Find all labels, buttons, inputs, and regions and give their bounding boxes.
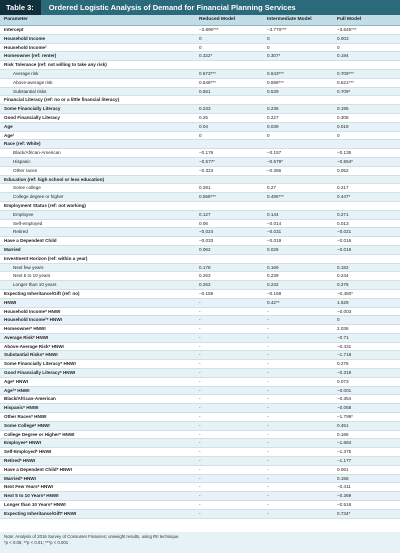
cell-intermediate-model: - xyxy=(263,457,333,466)
column-header-reduced: Reduced Model xyxy=(195,15,263,26)
header-row xyxy=(0,15,400,26)
cell-intermediate-model: - xyxy=(263,369,333,378)
cell-intermediate-model xyxy=(263,96,333,105)
cell-intermediate-model: - xyxy=(263,351,333,360)
cell-full-model: −0.518 xyxy=(333,501,400,510)
cell-reduced-model: - xyxy=(195,333,263,342)
table-row xyxy=(0,201,400,210)
cell-reduced-model: 0.25 xyxy=(195,113,263,122)
cell-full-model: 0.308 xyxy=(333,113,400,122)
cell-full-model: −1.684 xyxy=(333,439,400,448)
cell-intermediate-model xyxy=(263,254,333,263)
table-row xyxy=(0,483,400,492)
table-footnote xyxy=(0,532,400,553)
cell-reduced-model: - xyxy=(195,501,263,510)
table-row xyxy=(0,281,400,290)
row-parameter: Risk Tolerance (ref: not willing to take any risk) xyxy=(0,61,195,70)
cell-intermediate-model: - xyxy=(263,474,333,483)
cell-intermediate-model xyxy=(263,201,333,210)
table-row xyxy=(0,184,400,193)
table-row xyxy=(0,166,400,175)
row-parameter: Expecting Inheritance/Gift* HNWI xyxy=(0,509,195,518)
row-parameter: College degree or higher xyxy=(0,193,195,202)
row-parameter: Next 5 to 10 Years* HNWI xyxy=(0,492,195,501)
table-row xyxy=(0,501,400,510)
table-row xyxy=(0,289,400,298)
cell-intermediate-model: 0.039 xyxy=(263,122,333,131)
cell-full-model: 0.018 xyxy=(333,122,400,131)
cell-intermediate-model: - xyxy=(263,492,333,501)
cell-intermediate-model: 0 xyxy=(263,131,333,140)
table-row xyxy=(0,413,400,422)
table-row xyxy=(0,439,400,448)
cell-intermediate-model xyxy=(263,140,333,149)
column-header-intermediate: Intermediate Model xyxy=(263,15,333,26)
row-parameter: Black/African-American xyxy=(0,395,195,404)
cell-reduced-model: - xyxy=(195,439,263,448)
cell-reduced-model: −0.323 xyxy=(195,166,263,175)
cell-full-model: 0.052 xyxy=(333,166,400,175)
table-row xyxy=(0,509,400,518)
row-parameter: Some Financially Literacy* HNWI xyxy=(0,360,195,369)
cell-reduced-model: - xyxy=(195,377,263,386)
cell-full-model: 0.244 xyxy=(333,272,400,281)
row-parameter: Have a Dependent Child* HNWI xyxy=(0,465,195,474)
cell-intermediate-model: 0.144 xyxy=(263,210,333,219)
row-parameter: Household Income* HNWI xyxy=(0,307,195,316)
cell-reduced-model: 0.673*** xyxy=(195,69,263,78)
cell-intermediate-model: 0.236 xyxy=(263,105,333,114)
cell-full-model: −1.799* xyxy=(333,413,400,422)
footnote-note: Note: Analysis of 2016 Survey of Consumer Finances; unweight results, using RII technique. xyxy=(4,534,180,539)
cell-full-model: 0.158 xyxy=(333,474,400,483)
cell-reduced-model: - xyxy=(195,483,263,492)
cell-reduced-model: −0.033 xyxy=(195,237,263,246)
cell-reduced-model: −3.890*** xyxy=(195,26,263,35)
row-parameter: Age²* HNWI xyxy=(0,386,195,395)
table-row xyxy=(0,228,400,237)
cell-intermediate-model: 0 xyxy=(263,34,333,43)
cell-full-model: 0.073 xyxy=(333,377,400,386)
row-parameter: Age* HNWI xyxy=(0,377,195,386)
row-parameter: Retired* HNWI xyxy=(0,457,195,466)
cell-intermediate-model xyxy=(263,175,333,184)
cell-reduced-model: - xyxy=(195,360,263,369)
row-parameter: Married xyxy=(0,245,195,254)
table-row xyxy=(0,210,400,219)
table-row xyxy=(0,351,400,360)
cell-reduced-model: 0.178 xyxy=(195,263,263,272)
cell-intermediate-model: 0.232 xyxy=(263,281,333,290)
cell-full-model: −0.319 xyxy=(333,369,400,378)
cell-full-model: 0.451 xyxy=(333,421,400,430)
table-row xyxy=(0,157,400,166)
cell-intermediate-model: - xyxy=(263,439,333,448)
table-row xyxy=(0,386,400,395)
table-row xyxy=(0,448,400,457)
table-row xyxy=(0,325,400,334)
cell-full-model: 0.003 xyxy=(333,34,400,43)
row-parameter: Employee* HNWI xyxy=(0,439,195,448)
table-row xyxy=(0,78,400,87)
cell-intermediate-model: 0.27 xyxy=(263,184,333,193)
table-row xyxy=(0,492,400,501)
cell-reduced-model: - xyxy=(195,325,263,334)
table-row xyxy=(0,175,400,184)
cell-intermediate-model: −0.157 xyxy=(263,149,333,158)
row-parameter: Age xyxy=(0,122,195,131)
row-parameter: Age² xyxy=(0,131,195,140)
row-parameter: Next few years xyxy=(0,263,195,272)
cell-reduced-model: 0.263 xyxy=(195,272,263,281)
row-parameter: Average Risk* HNWI xyxy=(0,333,195,342)
cell-full-model: −1.375 xyxy=(333,448,400,457)
table-row xyxy=(0,113,400,122)
row-parameter: Black/African-American xyxy=(0,149,195,158)
table-row xyxy=(0,465,400,474)
table-row xyxy=(0,131,400,140)
cell-full-model: −0.021 xyxy=(333,228,400,237)
cell-intermediate-model: - xyxy=(263,333,333,342)
cell-reduced-model: 0.04 xyxy=(195,122,263,131)
row-parameter: Substantial risks xyxy=(0,87,195,96)
row-parameter: Hispanic xyxy=(0,157,195,166)
cell-intermediate-model: 0.026 xyxy=(263,245,333,254)
cell-full-model xyxy=(333,96,400,105)
cell-full-model: −1.718 xyxy=(333,351,400,360)
cell-full-model: 0.271 xyxy=(333,210,400,219)
row-parameter: Race (ref: White) xyxy=(0,140,195,149)
row-parameter: Good Financially Literacy xyxy=(0,113,195,122)
column-header-parameter: Parameter xyxy=(0,15,195,26)
row-parameter: Have a Dependent Child xyxy=(0,237,195,246)
cell-reduced-model: - xyxy=(195,421,263,430)
cell-full-model: −0.71 xyxy=(333,333,400,342)
table-row xyxy=(0,96,400,105)
cell-intermediate-model: 0.169 xyxy=(263,263,333,272)
table-row xyxy=(0,149,400,158)
cell-intermediate-model: - xyxy=(263,413,333,422)
table-row xyxy=(0,474,400,483)
cell-reduced-model: 0.322* xyxy=(195,52,263,61)
table-row xyxy=(0,43,400,52)
row-parameter: Some college xyxy=(0,184,195,193)
cell-intermediate-model: - xyxy=(263,404,333,413)
cell-intermediate-model: −0.031 xyxy=(263,228,333,237)
row-parameter: Some College* HNWI xyxy=(0,421,195,430)
cell-intermediate-model: - xyxy=(263,430,333,439)
row-parameter: Household Income xyxy=(0,34,195,43)
table-row xyxy=(0,360,400,369)
cell-full-model: 0.013 xyxy=(333,219,400,228)
table-row xyxy=(0,316,400,325)
cell-full-model xyxy=(333,140,400,149)
cell-intermediate-model: −0.014 xyxy=(263,219,333,228)
table-row xyxy=(0,237,400,246)
cell-full-model: 0.195 xyxy=(333,105,400,114)
cell-full-model: 0.734* xyxy=(333,509,400,518)
row-parameter: Other Races* HNWI xyxy=(0,413,195,422)
cell-full-model: −0.369 xyxy=(333,492,400,501)
table-title: Ordered Logistic Analysis of Demand for Financial Planning Services xyxy=(48,3,296,12)
row-parameter: Investment Horizon (ref: within a year) xyxy=(0,254,195,263)
table-row xyxy=(0,430,400,439)
cell-intermediate-model: - xyxy=(263,465,333,474)
cell-reduced-model: - xyxy=(195,448,263,457)
cell-intermediate-model: −0.019 xyxy=(263,237,333,246)
cell-intermediate-model: −0.356 xyxy=(263,166,333,175)
cell-reduced-model: 0.062 xyxy=(195,245,263,254)
table-row xyxy=(0,61,400,70)
cell-full-model xyxy=(333,61,400,70)
cell-intermediate-model: - xyxy=(263,448,333,457)
cell-full-model: 0.186 xyxy=(333,430,400,439)
cell-reduced-model: 0.127 xyxy=(195,210,263,219)
row-parameter: HNWI xyxy=(0,298,195,307)
row-parameter: Substantial Risks* HNWI xyxy=(0,351,195,360)
table-row xyxy=(0,333,400,342)
table-row xyxy=(0,307,400,316)
cell-reduced-model: - xyxy=(195,342,263,351)
cell-reduced-model: 0.648*** xyxy=(195,78,263,87)
cell-full-model: −0.058 xyxy=(333,404,400,413)
cell-reduced-model: - xyxy=(195,298,263,307)
cell-intermediate-model: - xyxy=(263,421,333,430)
cell-full-model: 0.276 xyxy=(333,281,400,290)
row-parameter: Longer than 10 Years* HNWI xyxy=(0,501,195,510)
cell-intermediate-model: - xyxy=(263,316,333,325)
cell-intermediate-model: 0.598*** xyxy=(263,78,333,87)
cell-intermediate-model: 0.239 xyxy=(263,272,333,281)
cell-intermediate-model: 0.42** xyxy=(263,298,333,307)
row-parameter: Homeowner* HNWI xyxy=(0,325,195,334)
table-row xyxy=(0,395,400,404)
cell-reduced-model: - xyxy=(195,316,263,325)
table-row xyxy=(0,263,400,272)
cell-intermediate-model: - xyxy=(263,509,333,518)
row-parameter: Other races xyxy=(0,166,195,175)
cell-reduced-model: −0.176 xyxy=(195,149,263,158)
row-parameter: Employment Status (ref: not working) xyxy=(0,201,195,210)
cell-reduced-model: - xyxy=(195,369,263,378)
table-number-tab: Table 3: xyxy=(0,0,41,15)
row-parameter: Next 5 to 10 years xyxy=(0,272,195,281)
cell-full-model: 0.276 xyxy=(333,360,400,369)
cell-full-model: −0.135 xyxy=(333,149,400,158)
cell-reduced-model: 0.262 xyxy=(195,281,263,290)
cell-full-model: −0.019 xyxy=(333,245,400,254)
cell-intermediate-model: - xyxy=(263,386,333,395)
cell-reduced-model xyxy=(195,254,263,263)
table-row xyxy=(0,254,400,263)
cell-reduced-model xyxy=(195,96,263,105)
cell-intermediate-model: −0.168 xyxy=(263,289,333,298)
cell-full-model: 2.036 xyxy=(333,325,400,334)
cell-reduced-model: 0.233 xyxy=(195,105,263,114)
cell-intermediate-model: - xyxy=(263,483,333,492)
cell-reduced-model xyxy=(195,175,263,184)
table-row xyxy=(0,26,400,35)
cell-intermediate-model: −3.770*** xyxy=(263,26,333,35)
row-parameter: Self-Employed* HNWI xyxy=(0,448,195,457)
table-row xyxy=(0,245,400,254)
cell-reduced-model: - xyxy=(195,474,263,483)
cell-reduced-model: 0 xyxy=(195,43,263,52)
cell-full-model: −0.016 xyxy=(333,237,400,246)
table-title-bar xyxy=(0,0,400,15)
table-row xyxy=(0,122,400,131)
row-parameter: Retired xyxy=(0,228,195,237)
row-parameter: Married* HNWI xyxy=(0,474,195,483)
cell-reduced-model: - xyxy=(195,395,263,404)
cell-reduced-model: - xyxy=(195,492,263,501)
cell-reduced-model xyxy=(195,201,263,210)
cell-reduced-model: 0.561 xyxy=(195,87,263,96)
row-parameter: College Degree or Higher* HNWI xyxy=(0,430,195,439)
row-parameter: Education (ref: high school or less education) xyxy=(0,175,195,184)
table-row xyxy=(0,421,400,430)
row-parameter: Household Income² xyxy=(0,43,195,52)
cell-reduced-model: - xyxy=(195,413,263,422)
table-row xyxy=(0,272,400,281)
table-row xyxy=(0,105,400,114)
table-row xyxy=(0,342,400,351)
table-row xyxy=(0,457,400,466)
row-parameter: Self-employed xyxy=(0,219,195,228)
cell-reduced-model: −0.577* xyxy=(195,157,263,166)
table-row xyxy=(0,377,400,386)
row-parameter: Average risk xyxy=(0,69,195,78)
cell-intermediate-model: - xyxy=(263,342,333,351)
cell-full-model: 0.194 xyxy=(333,52,400,61)
cell-full-model: 0.217 xyxy=(333,184,400,193)
table-row xyxy=(0,193,400,202)
cell-reduced-model: 0.06 xyxy=(195,219,263,228)
row-parameter: Above-Average Risk* HNWI xyxy=(0,342,195,351)
cell-intermediate-model: - xyxy=(263,307,333,316)
cell-reduced-model: - xyxy=(195,386,263,395)
cell-intermediate-model: 0.227 xyxy=(263,113,333,122)
row-parameter: Good Financially Literacy* HNWI xyxy=(0,369,195,378)
cell-full-model: −1.177 xyxy=(333,457,400,466)
cell-reduced-model: - xyxy=(195,457,263,466)
cell-full-model: 0.621*** xyxy=(333,78,400,87)
cell-full-model: 0.447* xyxy=(333,193,400,202)
cell-full-model: −0.003 xyxy=(333,307,400,316)
cell-reduced-model: - xyxy=(195,430,263,439)
cell-reduced-model: 0 xyxy=(195,34,263,43)
cell-full-model: 0 xyxy=(333,316,400,325)
cell-full-model: −0.450* xyxy=(333,289,400,298)
cell-full-model: 0.709*** xyxy=(333,69,400,78)
table-row xyxy=(0,34,400,43)
cell-intermediate-model: 0.539 xyxy=(263,87,333,96)
row-parameter: Homeowner (ref: renter) xyxy=(0,52,195,61)
cell-intermediate-model: 0.643*** xyxy=(263,69,333,78)
table-row xyxy=(0,298,400,307)
cell-intermediate-model: 0 xyxy=(263,43,333,52)
cell-full-model: −0.431 xyxy=(333,342,400,351)
row-parameter: Employee xyxy=(0,210,195,219)
cell-intermediate-model: 0.307* xyxy=(263,52,333,61)
cell-reduced-model: −0.024 xyxy=(195,228,263,237)
cell-reduced-model: 0.558*** xyxy=(195,193,263,202)
cell-full-model xyxy=(333,201,400,210)
cell-full-model: 0 xyxy=(333,131,400,140)
cell-intermediate-model: - xyxy=(263,501,333,510)
cell-intermediate-model: - xyxy=(263,377,333,386)
cell-full-model: 0 xyxy=(333,43,400,52)
cell-reduced-model: - xyxy=(195,351,263,360)
cell-intermediate-model: - xyxy=(263,325,333,334)
table-row xyxy=(0,52,400,61)
cell-intermediate-model: 0.495*** xyxy=(263,193,333,202)
table-row xyxy=(0,219,400,228)
cell-reduced-model: 0 xyxy=(195,131,263,140)
cell-reduced-model: 0.281 xyxy=(195,184,263,193)
cell-full-model: −0.001 xyxy=(333,386,400,395)
row-parameter: Expecting Inheritance/Gift (ref: no) xyxy=(0,289,195,298)
cell-reduced-model: - xyxy=(195,307,263,316)
column-header-full: Full Model xyxy=(333,15,400,26)
footnote-significance: *p < 0.05; **p < 0.01; ***p < 0.001 xyxy=(4,540,69,546)
cell-full-model xyxy=(333,254,400,263)
row-parameter: Financial Literacy (ref: no or a little financial literacy) xyxy=(0,96,195,105)
cell-full-model: 0.182 xyxy=(333,263,400,272)
cell-reduced-model xyxy=(195,140,263,149)
cell-intermediate-model xyxy=(263,61,333,70)
row-parameter: Intercept xyxy=(0,26,195,35)
cell-reduced-model xyxy=(195,61,263,70)
cell-reduced-model: - xyxy=(195,509,263,518)
cell-reduced-model: - xyxy=(195,404,263,413)
cell-full-model: −0.411 xyxy=(333,483,400,492)
table-row xyxy=(0,87,400,96)
cell-intermediate-model: - xyxy=(263,395,333,404)
cell-full-model xyxy=(333,175,400,184)
cell-full-model: −0.354 xyxy=(333,395,400,404)
cell-reduced-model: −0.159 xyxy=(195,289,263,298)
row-parameter: Some Financially Literacy xyxy=(0,105,195,114)
row-parameter: Next Few Years* HNWI xyxy=(0,483,195,492)
cell-full-model: −3.645*** xyxy=(333,26,400,35)
row-parameter: Hispanic* HNWI xyxy=(0,404,195,413)
cell-full-model: 0.709* xyxy=(333,87,400,96)
cell-full-model: 1.529 xyxy=(333,298,400,307)
cell-intermediate-model: - xyxy=(263,360,333,369)
cell-reduced-model: - xyxy=(195,465,263,474)
row-parameter: Longer than 10 years xyxy=(0,281,195,290)
table-row xyxy=(0,140,400,149)
table-row xyxy=(0,69,400,78)
cell-full-model: −0.554* xyxy=(333,157,400,166)
cell-intermediate-model: −0.579* xyxy=(263,157,333,166)
row-parameter: Above-average risk xyxy=(0,78,195,87)
results-table xyxy=(0,15,400,519)
table-row xyxy=(0,369,400,378)
row-parameter: Household Income²* HNWI xyxy=(0,316,195,325)
cell-full-model: 0.061 xyxy=(333,465,400,474)
table-body xyxy=(0,26,400,519)
table-row xyxy=(0,404,400,413)
